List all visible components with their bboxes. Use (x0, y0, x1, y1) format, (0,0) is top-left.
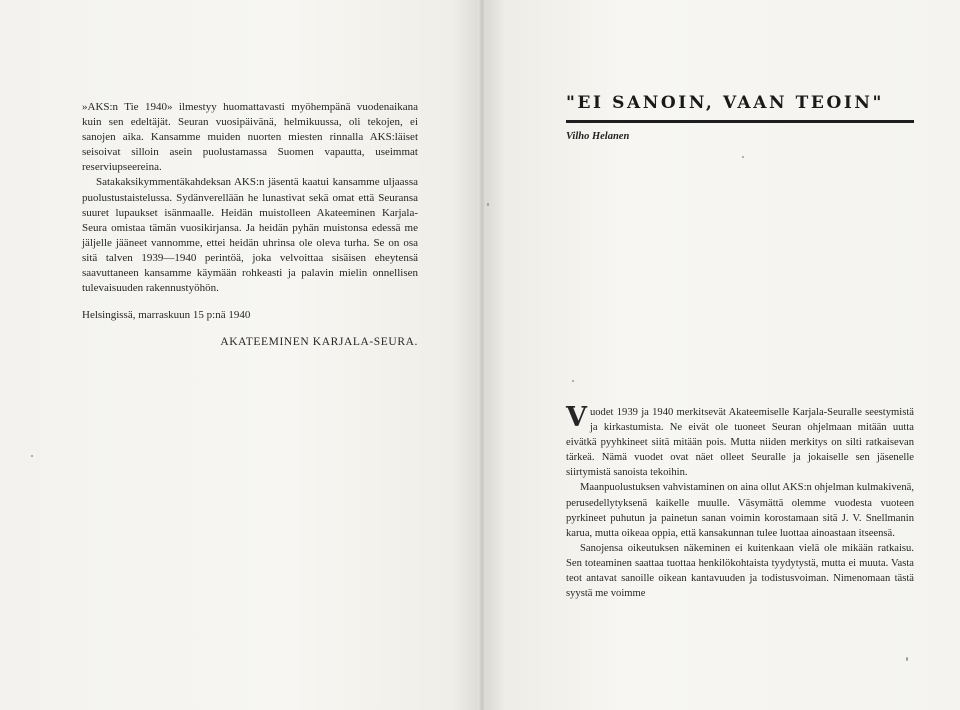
article-body (566, 402, 914, 601)
article-title: "EI SANOIN, VAAN TEOIN" (566, 93, 885, 113)
article-paragraph-1 (566, 402, 914, 480)
article-author: Vilho Helanen (566, 131, 630, 142)
place-date: Helsingissä, marraskuun 15 p:nä 1940 (82, 309, 251, 322)
title-rule (566, 120, 914, 123)
foreword-paragraph-2: Satakaksikymmentäkahdeksan AKS:n jäsentä kaatui kansamme uljaassa puolustustaistelussa. Sydänverellään he lunastivat sekä omat että Seuransa suuret lupaukset isänmaalle. Heidän muistolleen Akateeminen Karjala-Seura omistaa tämän vuosikirjansa. Ja heidän pyhän muistonsa edessä me jäljelle jääneet vannomme, ettei heidän uhrinsa ole oleva turha. Se on osa sitä talven 1939—1940 perintöä, joka velvoittaa sisäisen eheytensä saavuttaneen kansamme käymään rohkeasti ja palavin mielin onnellisen tulevaisuuden rakennustyöhön. (82, 176, 418, 295)
paper-speck (31, 455, 33, 457)
article-paragraph-3: Sanojensa oikeutuksen näkeminen ei kuitenkaan vielä ole mikään ratkaisu. Sen toteaminen saattaa tuottaa henkilökohtaista tyydytystä, mutta ei muuta. Vasta teot antavat sanoille oikean kantavuuden ja todistusvoiman. Nimenomaan tästä syystä me voimme (566, 542, 914, 600)
foreword-paragraph-1: »AKS:n Tie 1940» ilmestyy huomattavasti myöhempänä vuodenaikana kuin sen edeltäjät. Seuran vuosipäivänä, helmikuussa, oli tekojen, ei sanojen aika. Kansamme muiden nuorten miesten rinnalla AKS:läiset seisoivat silloin asein puolustamassa Suomen vapautta, useimmat reserviupseereina. (82, 101, 418, 174)
article-paragraph-2: Maanpuolustuksen vahvistaminen on aina ollut AKS:n ohjelman kulmakivenä, perusedellytyksenä kaikelle muulle. Väsymättä olemme vuodesta vuoteen pyrkineet puhutun ja painetun sanan voimin korostamaan sitä J. V. Snellmanin karua, mutta oikeaa oppia, että kansakunnan tulee luottaa ainoastaan itseensä. (566, 482, 914, 539)
article-paragraph-1-text: uodet 1939 ja 1940 merkitsevät Akateemiselle Karjala-Seuralle seestymistä ja kirkastumista. Ne eivät ole tuoneet Seuran ohjelmaan mitään uutta eivätkä pyyhkineet siitä mitään pois. Mutta niiden merkitys on silti ratkaisevan tärkeä. Nämä vuodet ovat näet olleet Seuralle ja jokaiselle sen jäsenelle siirtymistä sanoista tekoihin. (566, 407, 914, 479)
drop-cap: V (566, 402, 587, 433)
paper-speck (487, 203, 489, 206)
foreword-text (82, 100, 418, 350)
paper-speck (742, 156, 744, 158)
book-gutter (478, 0, 486, 710)
signature: AKATEEMINEN KARJALA-SEURA. (220, 336, 418, 349)
paper-speck (572, 380, 574, 382)
paper-speck (906, 657, 908, 661)
